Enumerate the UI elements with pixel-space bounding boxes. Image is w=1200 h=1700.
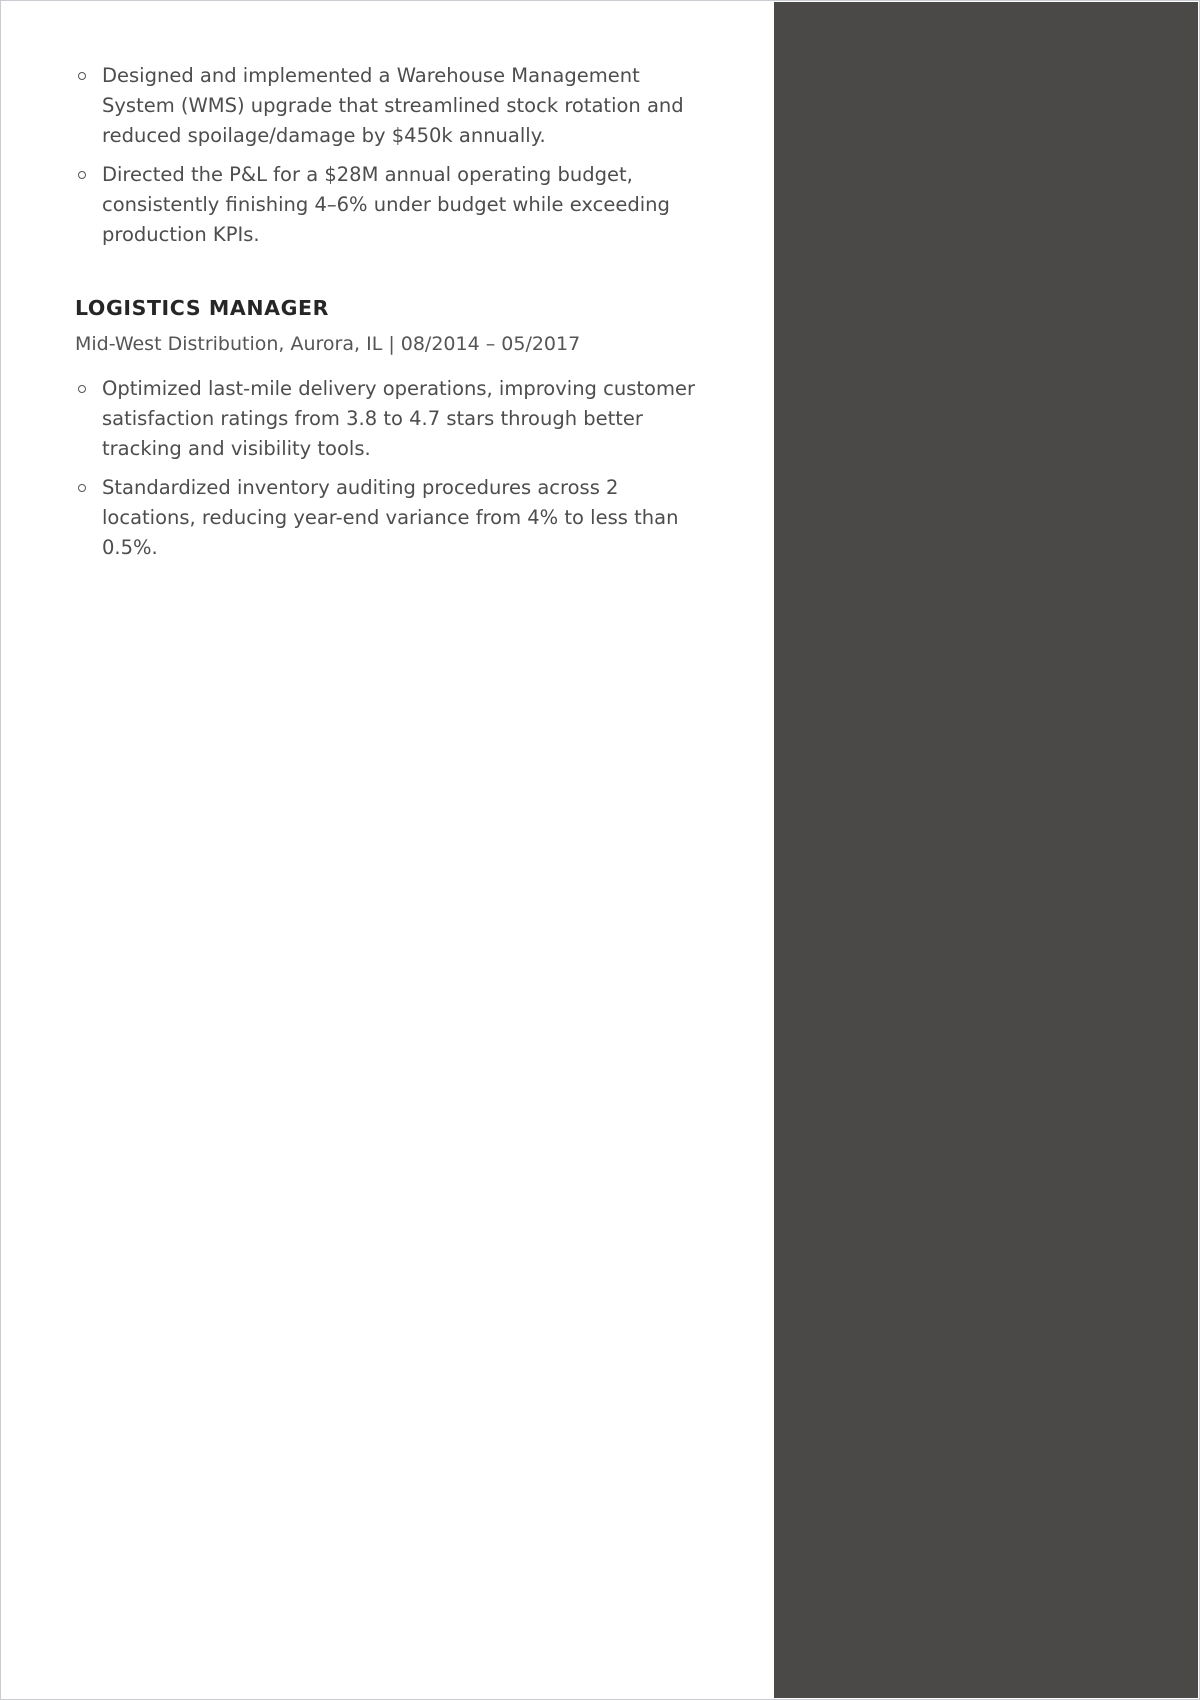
- circle-bullet-icon: [78, 171, 86, 179]
- list-item: [75, 473, 715, 563]
- sidebar-panel: [774, 2, 1198, 1698]
- bullet-text: Optimized last-mile delivery operations, improving customer satisfaction ratings from 3.8 to 4.7 stars through better tracking and visibility tools.: [102, 377, 695, 460]
- job-section: [75, 294, 715, 563]
- circle-bullet-icon: [78, 385, 86, 393]
- job-title: LOGISTICS MANAGER: [75, 296, 330, 320]
- job-meta: Mid-West Distribution, Aurora, IL | 08/2014 – 05/2017: [75, 333, 581, 355]
- bullet-text: Designed and implemented a Warehouse Management System (WMS) upgrade that streamlined stock rotation and reduced spoilage/damage by $450k annually.: [102, 64, 684, 147]
- circle-bullet-icon: [78, 72, 86, 80]
- list-item: [75, 61, 715, 151]
- bullet-text: Standardized inventory auditing procedures across 2 locations, reducing year-end variance from 4% to less than 0.5%.: [102, 476, 679, 559]
- previous-job-bullets: [75, 61, 715, 250]
- list-item: [75, 374, 715, 464]
- job-bullets: [75, 374, 715, 563]
- circle-bullet-icon: [78, 484, 86, 492]
- bullet-text: Directed the P&L for a $28M annual operating budget, consistently finishing 4–6% under budget while exceeding production KPIs.: [102, 163, 670, 246]
- main-column: [75, 61, 715, 572]
- list-item: [75, 160, 715, 250]
